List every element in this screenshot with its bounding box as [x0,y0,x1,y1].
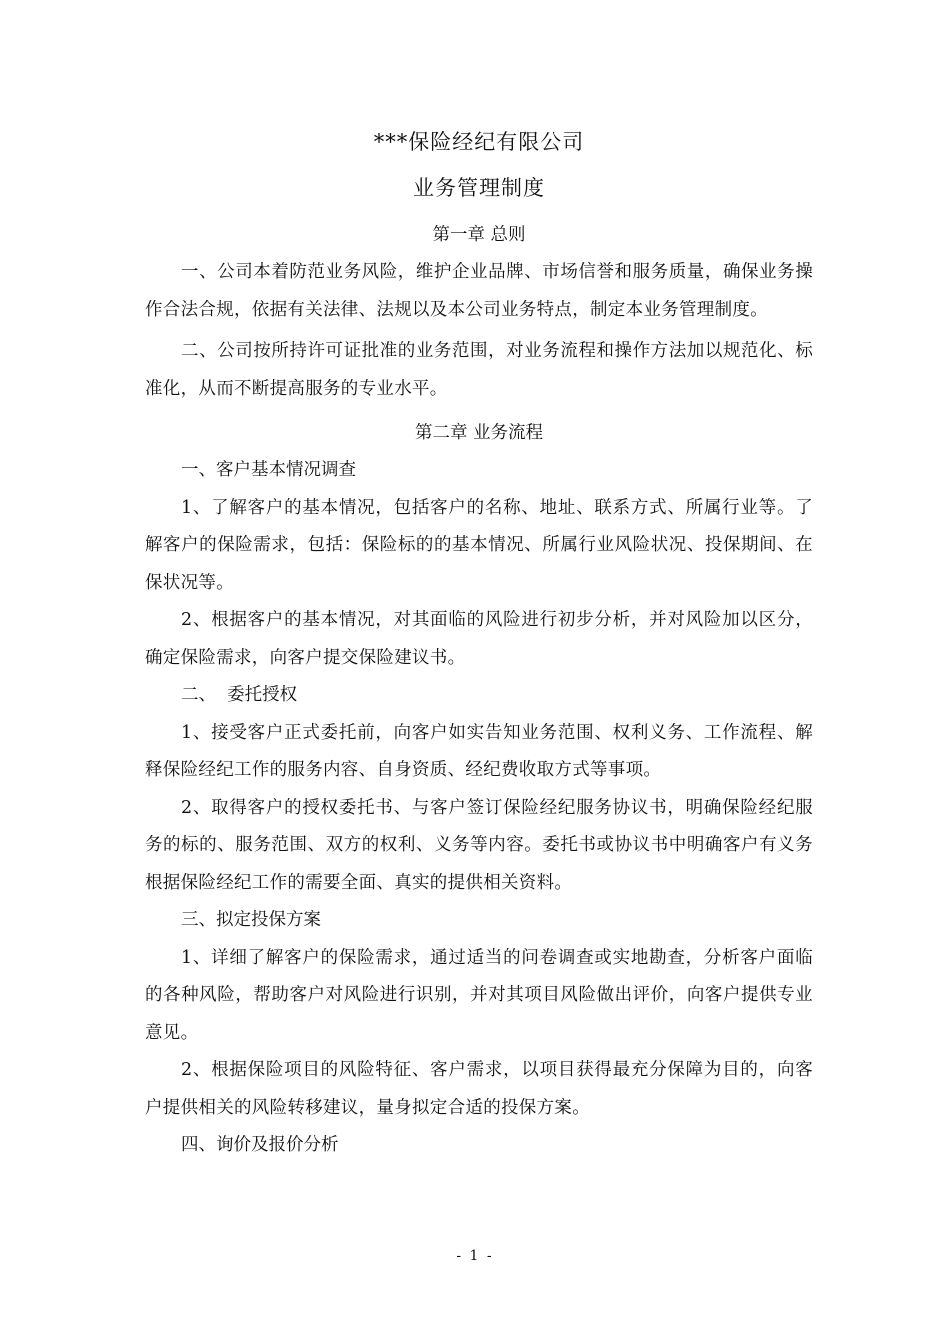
company-title: ***保险经纪有限公司 [373,130,585,154]
chapter-1-paragraph-1: 一、公司本着防范业务风险，维护企业品牌、市场信誉和服务质量，确保业务操作合法合规，依据有关法律、法规以及本公司业务特点，制定本业务管理制度。 [145,262,813,320]
section-2-paragraph-2: 2、取得客户的授权委托书、与客户签订保险经纪服务协议书，明确保险经纪服务的标的、服务范围、双方的权利、义务等内容。委托书或协议书中明确客户有义务根据保险经纪工作的需要全面、真实的提供相关资料。 [145,797,813,893]
page-number: - 1 - [456,1248,494,1264]
section-1-heading: 一、客户基本情况调查 [181,460,356,480]
chapter-2-heading: 第二章 业务流程 [414,423,544,443]
document-body [145,124,813,1165]
document-subtitle: 业务管理制度 [413,176,545,200]
section-4-heading: 四、询价及报价分析 [181,1135,339,1155]
chapter-1-heading: 第一章 总则 [432,225,526,245]
chapter-1-paragraph-2: 二、公司按所持许可证批准的业务范围，对业务流程和操作方法加以规范化、标准化，从而不断提高服务的专业水平。 [145,341,813,399]
section-3-paragraph-1: 1、详细了解客户的保险需求，通过适当的问卷调查或实地勘查，分析客户面临的各种风险，帮助客户对风险进行识别，并对其项目风险做出评价，向客户提供专业意见。 [145,947,813,1043]
section-2-paragraph-1: 1、接受客户正式委托前，向客户如实告知业务范围、权利义务、工作流程、解释保险经纪工作的服务内容、自身资质、经纪费收取方式等事项。 [145,722,813,780]
section-3-heading: 三、拟定投保方案 [181,910,321,930]
section-1-paragraph-1: 1、了解客户的基本情况，包括客户的名称、地址、联系方式、所属行业等。了解客户的保险需求，包括：保险标的的基本情况、所属行业风险状况、投保期间、在保状况等。 [145,497,813,593]
section-3-paragraph-2: 2、根据保险项目的风险特征、客户需求，以项目获得最充分保障为目的，向客户提供相关的风险转移建议，量身拟定合适的投保方案。 [145,1060,813,1118]
section-1-paragraph-2: 2、根据客户的基本情况，对其面临的风险进行初步分析，并对风险加以区分，确定保险需求，向客户提交保险建议书。 [145,610,813,668]
section-2-heading: 二、 委托授权 [181,685,298,705]
